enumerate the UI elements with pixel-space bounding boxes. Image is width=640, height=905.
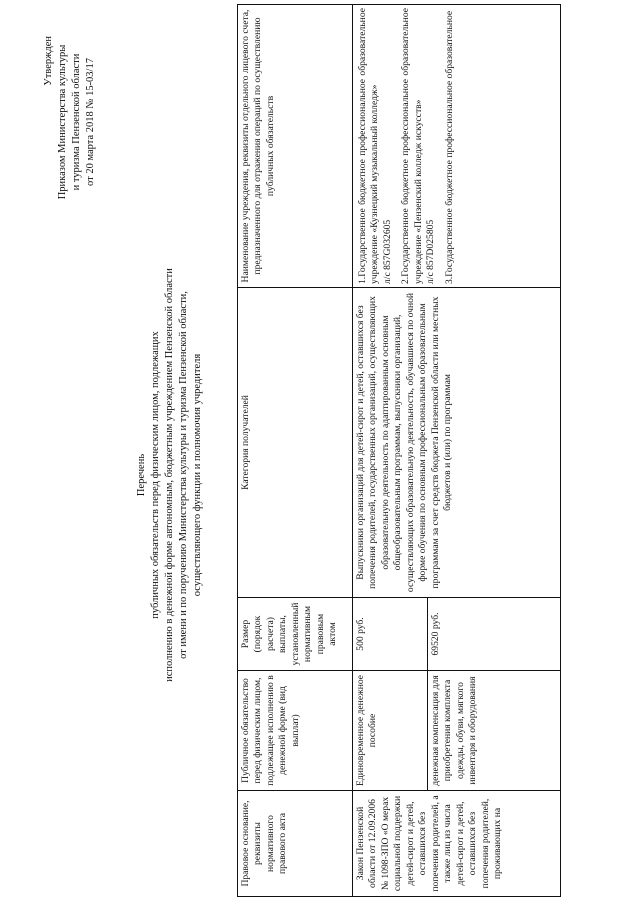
header-legal-basis: Правовое основание, реквизиты нормативного правового акта [238, 791, 353, 897]
institutions-cell [353, 5, 561, 288]
title-line: Перечень [136, 453, 147, 497]
table-row [353, 5, 428, 897]
benefit-type-cell: денежная компенсация для приобретения комплекта одежды, обуви, мягкого инвентаря и оборудования [428, 671, 561, 791]
institution-name: 2.Государственное бюджетное профессиональное образовательное учреждение «Пензенский колледж искусств» [400, 8, 424, 284]
header-amount: Размер (порядок расчета) выплаты, установленный нормативным правовым актом [238, 598, 353, 671]
title-line: от имени и по поручению Министерства культуры и туризма Пензенской области, [177, 291, 189, 659]
header-institution: Наименование учреждения, реквизиты отдельного лицевого счета, предназначенного для отражения операций по осуществлению публичных обязательств [238, 5, 353, 288]
title-line: исполнению в денежной форме автономным, бюджетным учреждением Пензенской области [163, 268, 175, 682]
benefit-amount-cell: 500 руб. [353, 598, 428, 671]
institution-item [400, 8, 437, 284]
approval-line: от 20 марта 2018 № 15-03/17 [84, 58, 96, 186]
benefit-type-cell: Единовременное денежное пособие [353, 671, 428, 791]
title-line: публичных обязательств перед физическим лицом, подлежащих [149, 331, 161, 619]
institution-account: л/с 857G032605 [381, 219, 393, 284]
institution-item [357, 8, 394, 284]
document-title [135, 195, 205, 755]
approval-heading: Утвержден [43, 36, 54, 86]
institution-account: л/с 857D025805 [425, 219, 437, 284]
header-obligation: Публичное обязательство перед физическим лицом, подлежащее исполнению в денежной форме (вид выплат) [238, 671, 353, 791]
table-header-row [238, 5, 353, 897]
institution-name: 1.Государственное бюджетное профессиональное образовательное учреждение «Кузнецкий музыкальный колледж» [357, 8, 381, 284]
institution-item [444, 8, 456, 284]
approval-line: и туризма Пензенской области [70, 53, 82, 191]
obligations-table [237, 4, 561, 897]
header-recipients: Категория получателей [238, 288, 353, 598]
institution-name: 3.Государственное бюджетное профессиональное образовательное [443, 10, 455, 284]
legal-basis-cell: Закон Пензенской области от 12.09.2006 № 1098-ЗПО «О мерах социальной поддержки детей-сирот и детей, оставшихся без попечения родителей, а также лиц из числа детей-сирот и детей, оставшихся без попечения родителей, проживающих на [353, 791, 561, 897]
approval-stamp [42, 22, 97, 222]
approval-line: Приказом Министерства культуры [56, 44, 68, 200]
title-line: осуществляющего функции и полномочия учредителя [191, 353, 203, 597]
recipients-cell: Выпускники организаций для детей-сирот и детей, оставшихся без попечения родителей, государственных организаций, осуществляющих образовательную деятельность по адаптированным основным общеобразовательным программам, выпускники организаций, осуществляющих образовательную деятельность, обучавшиеся по очной форме обучения по основным профессиональным образовательным программам за счет средств бюджета Пензенской области или местных бюджетов и (или) по программам [353, 288, 561, 598]
benefit-amount-cell: 69520 руб. [428, 598, 561, 671]
